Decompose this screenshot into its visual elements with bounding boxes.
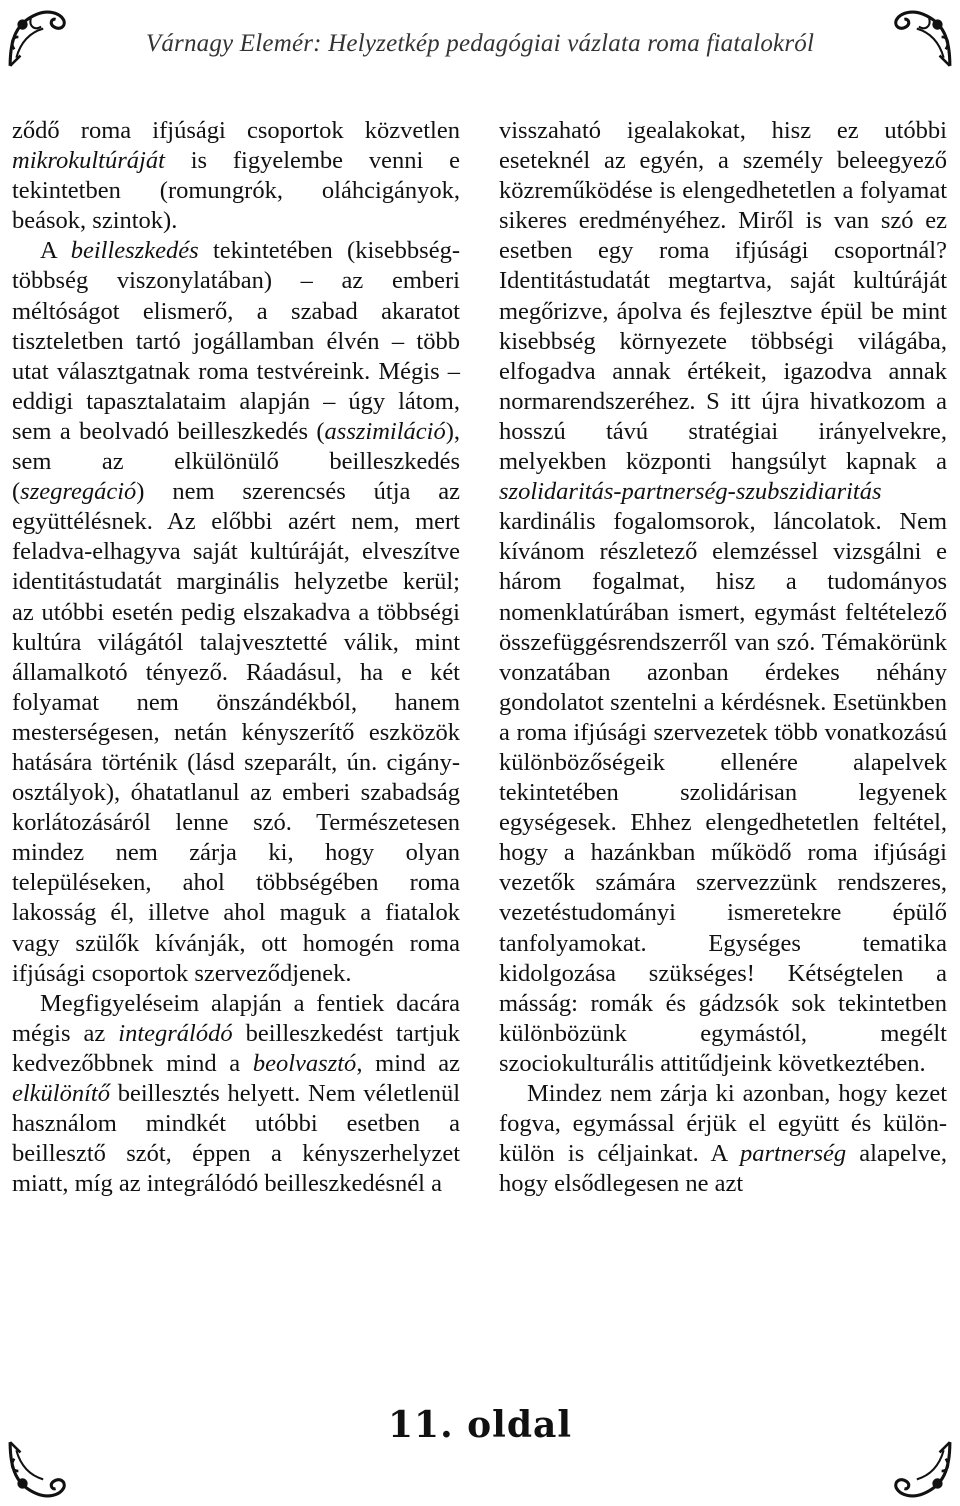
page-number: 11. oldal [387, 1404, 573, 1446]
left-text-column [12, 116, 460, 1199]
running-header-title: Várnagy Elemér: Helyzetkép pedagógiai vázlata roma fiatalokról [145, 30, 815, 57]
paragraph: visszaható igealakokat, hisz ez utóbbi eseteknél az egyén, a személy beleegyező közreműködése is elengedhetetlen a folyamat sikeres eredményéhez. Miről is van szó ez esetben egy roma ifjúsági csoportnál? Identitástudatát megtartva, saját kultúráját megőrizve, ápolva és fejlesztve épül be mint kisebbség környezete többségi világába, elfogadva annak értékeit, igazodva annak normarendszeréhez. S itt újra hivatkozom a hosszú távú stratégiai irányelvekre, melyekben központi hangsúlyt kapnak a szolidaritás-partnerség-szubszidiaritás kardinális fogalomsorok, láncolatok. Nem kívánom részletező elemzéssel vizsgálni e három fogalmat, hisz a tudományos nomenklatúrában ismert, egymást feltételező összefüggésrendszerről van szó. Témakörünk vonzatában azonban érdekes néhány gondolatot szentelni a kérdésnek. Esetünkben a roma ifjúsági szervezetek több vonatkozású különbözőségeik ellenére alapelvek tekintetében szolidárisan legyenek egységesek. Ehhez elengedhetetlen feltétel, hogy a hazánkban működő roma ifjúsági vezetők számára szervezzünk rendszeres, vezetéstudományi ismeretekre épülő tanfolyamokat. Egységes tematika kidolgozása szükséges! Kétségtelen a másság: romák és gádzsók sok tekintetben különbözünk egymástól, megélt szociokulturális attitűdjeink következtében. [499, 117, 947, 1077]
page-header [0, 0, 960, 90]
corner-ornament-icon [6, 1438, 68, 1500]
paragraph: ződő roma ifjúsági csoportok közvetlen mikrokultúráját is figyelembe venni e tekintetben (romungrók, oláhcigányok, beások, szintok). [12, 117, 460, 235]
corner-ornament-icon [892, 8, 954, 70]
paragraph: Mindez nem zárja ki azonban, hogy kezet fogva, egymással érjük el együtt és külön-külön is céljainkat. A partnerség alapelve, hogy elsődlegesen ne azt [499, 1080, 947, 1198]
corner-ornament-icon [892, 1438, 954, 1500]
paragraph: A beilleszkedés tekintetében (kisebbség-többség viszonylatában) – az emberi méltóságot elismerő, a szabad akaratot tiszteletben tartó jogállamban élvén – több utat választgatnak roma testvéreink. Mégis – eddigi tapasztalataim alapján – úgy látom, sem a beolvadó beilleszkedés (asszimiláció), sem az elkülönülő beilleszkedés (szegregáció) nem szerencsés útja az együttélésnek. Az előbbi azért nem, mert feladva-elhagyva saját kultúráját, elveszítve identitástudatát marginális helyzetbe kerül; az utóbbi esetén pedig elszakadva a többségi kultúra világától talajvesztetté válik, mint államalkotó tényező. Ráadásul, ha e két folyamat nem önszándékból, hanem mesterségesen, netán kényszerítő eszközök hatására történik (lásd szeparált, ún. cigány-osztályok), óhatatlanul az emberi szabadság korlátozásáról lenne szó. Természetesen mindez nem zárja ki, hogy olyan településeken, ahol többségében roma lakosság él, illetve ahol maguk a fiatalok vagy szülők kívánják, ott homogén roma ifjúsági csoportok szerveződjenek. [12, 237, 460, 987]
right-text-column [499, 116, 947, 1199]
paragraph: Megfigyeléseim alapján a fentiek dacára mégis az integrálódó beilleszkedést tartjuk kedvezőbbnek mind a beolvasztó, mind az elkülönítő beillesztés helyett. Nem véletlenül használom mindkét utóbbi esetben a beillesztő szót, éppen a kényszerhelyzet miatt, míg az integrálódó beilleszkedésnél a [12, 989, 460, 1198]
